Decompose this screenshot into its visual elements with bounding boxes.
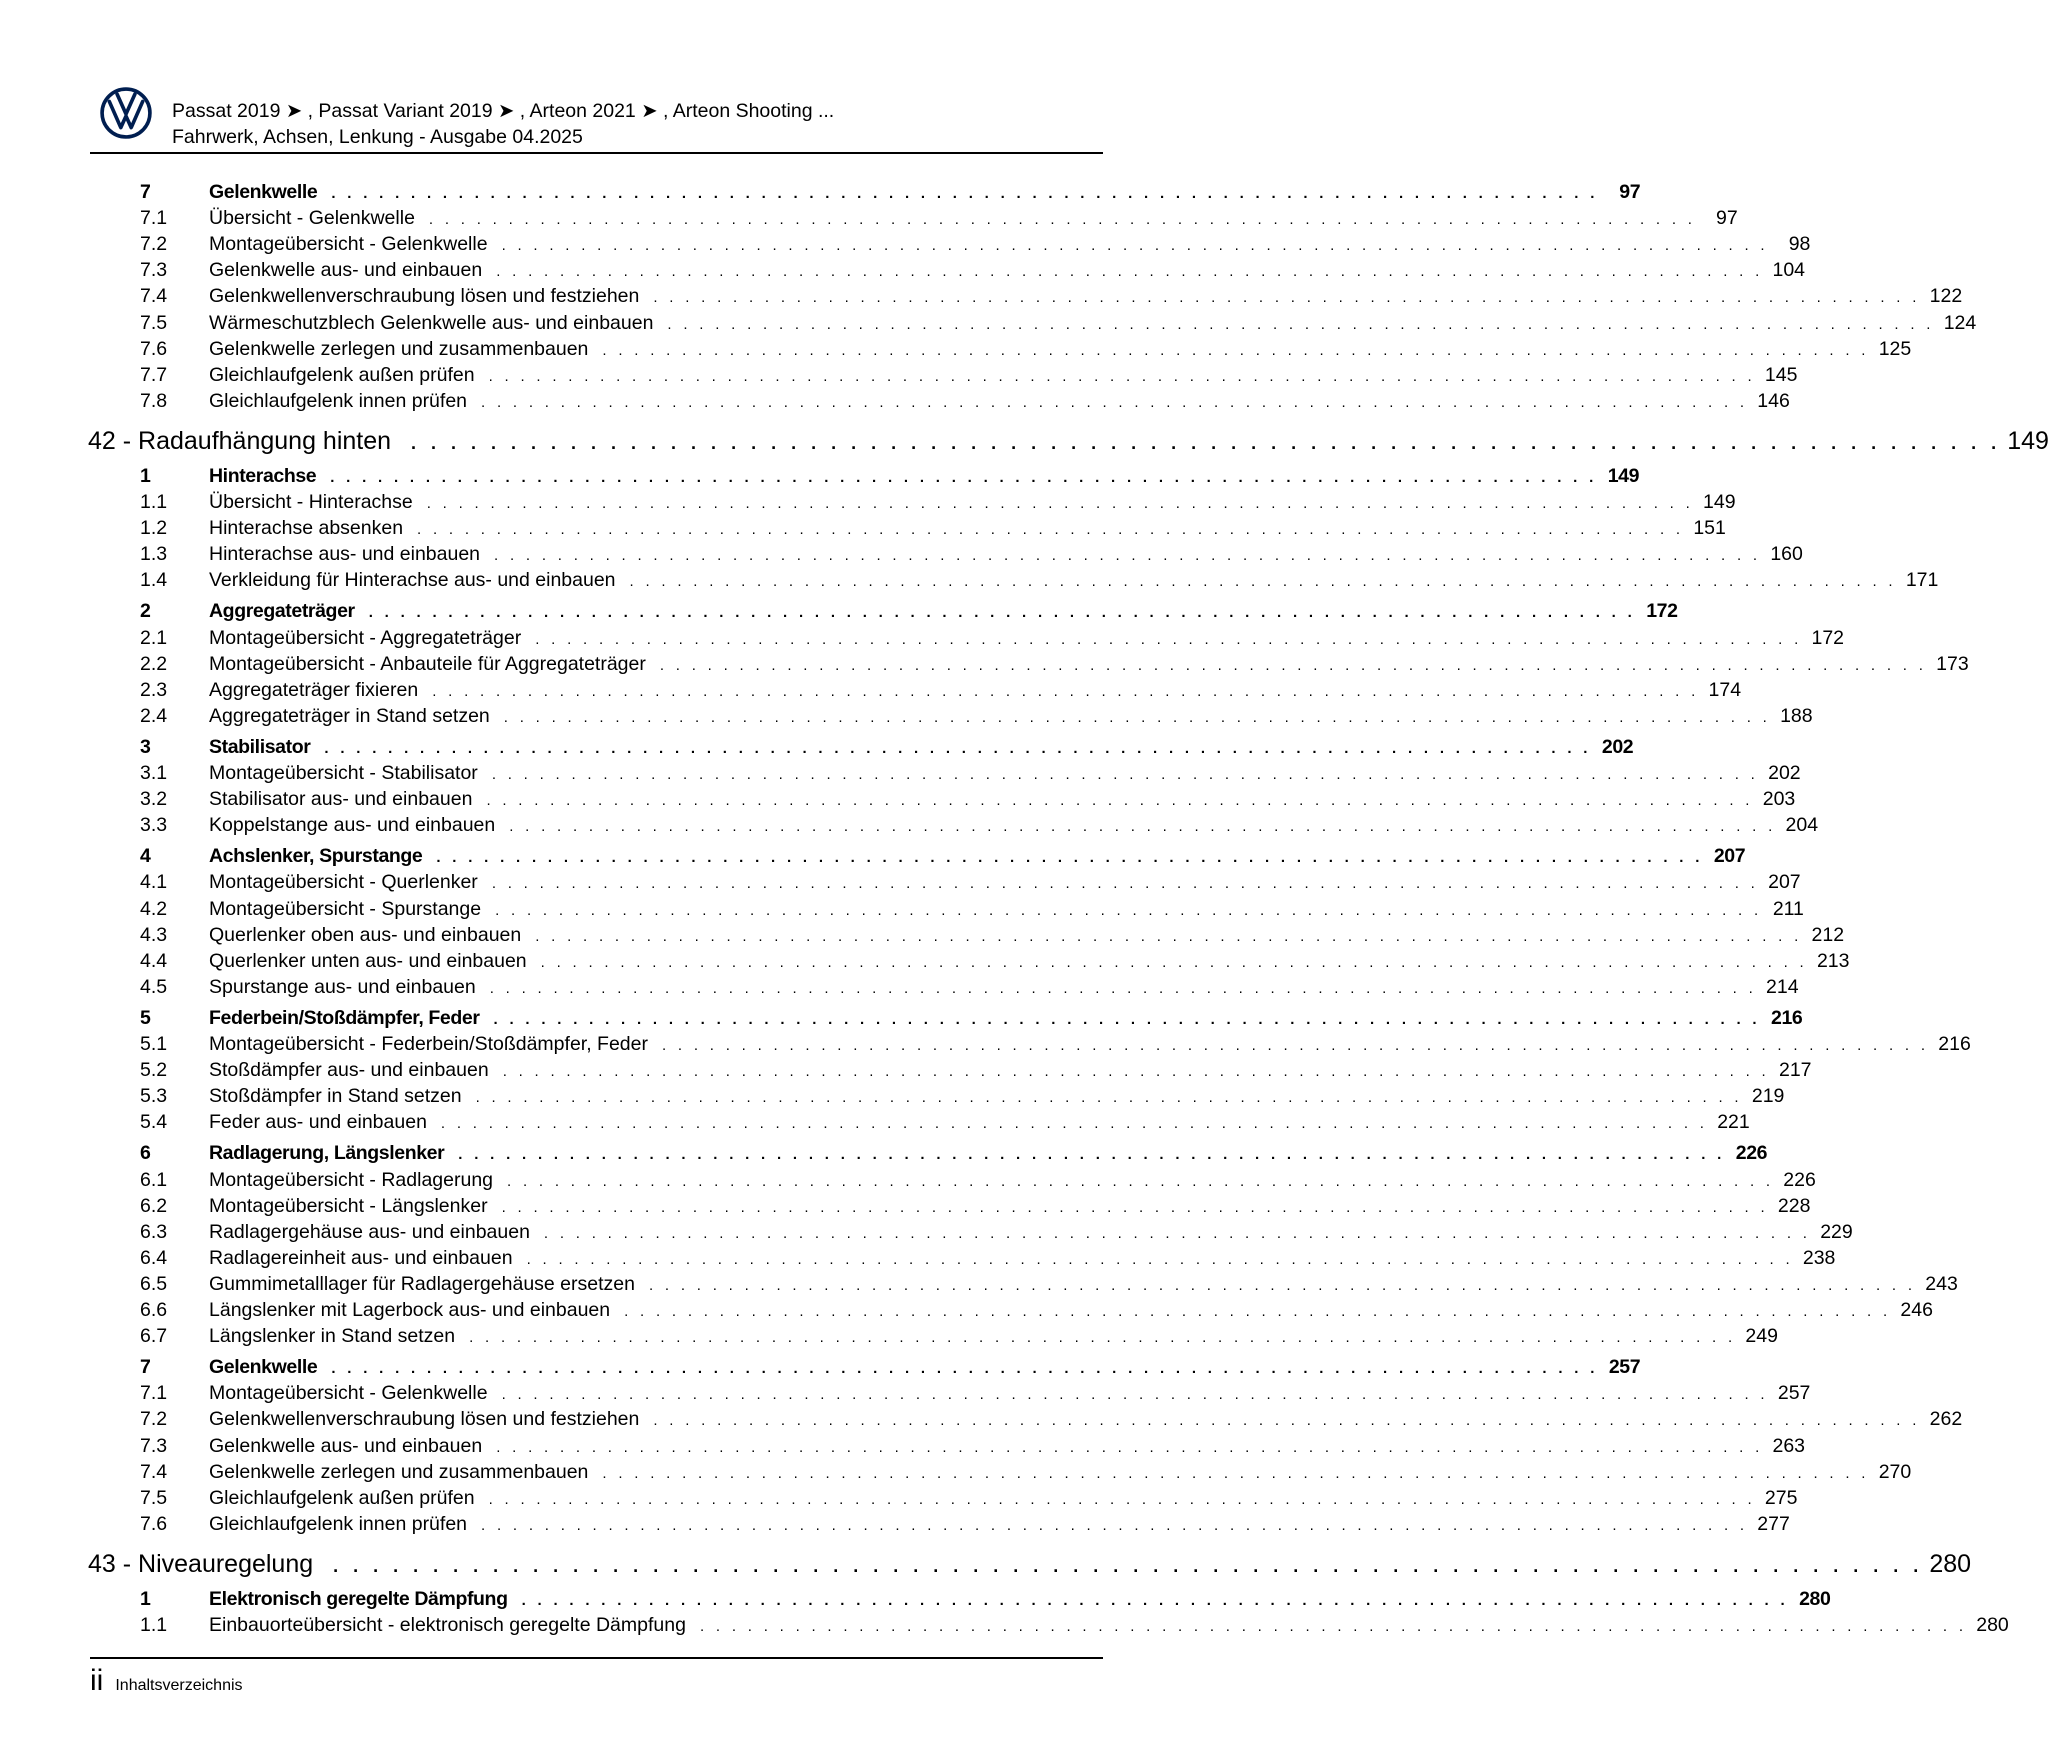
toc-number: 7.3: [140, 1434, 168, 1457]
toc-page: 160: [1770, 543, 1803, 566]
toc-leader-dots: . . . . . . . . . . . . . . . . . . . . . . . . . . . . . . . . . . . . . . . . . . . . . . . . . . . . . . . . . . . . . . . . . . . . . . . . . . . . . . . .: [602, 1464, 1870, 1482]
toc-entry[interactable]: [140, 1612, 2009, 1638]
toc-number: 5.1: [140, 1033, 168, 1055]
toc-number: 6.6: [140, 1299, 168, 1321]
toc-title: Längslenker in Stand setzen: [209, 1325, 456, 1348]
toc-section[interactable]: [140, 598, 1678, 624]
toc-number: 4: [140, 845, 151, 868]
toc-page: 216: [1771, 1006, 1803, 1029]
toc-section[interactable]: [140, 463, 1640, 489]
toc-leader-dots: . . . . . . . . . . . . . . . . . . . . . . . . . . . . . . . . . . . . . . . . . . . . . . . . . . . . . . . . . . . . . . . . . . . . . . . . . . . . . . . .: [491, 875, 1759, 893]
toc-leader-dots: . . . . . . . . . . . . . . . . . . . . . . . . . . . . . . . . . . . . . . . . . . . . . . . . . . . . . . . . . . . . . . . . . . . . . . . . . . . . . . . .: [496, 263, 1764, 281]
toc-leader-dots: . . . . . . . . . . . . . . . . . . . . . . . . . . . . . . . . . . . . . . . . . . . . . . . . . . . . . . . . . . . . . . . . . . . . . . . . . . . . . . . .: [503, 708, 1771, 726]
toc-number: 2.4: [140, 704, 168, 727]
toc-leader-dots: . . . . . . . . . . . . . . . . . . . . . . . . . . . . . . . . . . . . . . . . . . . . . . . . . . . . . . . . . . . . . . . . . . . . . . . . . . . . . . . .: [540, 953, 1808, 971]
toc-page: 145: [1764, 363, 1798, 386]
header-divider: [90, 152, 1103, 154]
toc-title: Montageübersicht - Federbein/Stoßdämpfer, Feder: [209, 1033, 648, 1055]
toc-title: Montageübersicht - Spurstange: [209, 897, 482, 920]
toc-number: 3.3: [140, 814, 168, 837]
toc-entry[interactable]: [140, 625, 1845, 651]
toc-page: 97: [1716, 207, 1738, 230]
toc-page: 219: [1751, 1085, 1785, 1108]
toc-page: 238: [1802, 1246, 1836, 1269]
toc-leader-dots: . . . . . . . . . . . . . . . . . . . . . . . . . . . . . . . . . . . . . . . . . . . . . . . . . . . . . . . . . . . . . . . . . . . . . . . . . . . . . . . .: [333, 1555, 1924, 1576]
toc-number: 7.1: [140, 1382, 168, 1405]
toc-leader-dots: . . . . . . . . . . . . . . . . . . . . . . . . . . . . . . . . . . . . . . . . . . . . . . . . . . . . . . . . . . . . . . . . . . . . . . . . . . . . . . . .: [543, 1224, 1811, 1242]
toc-leader-dots: . . . . . . . . . . . . . . . . . . . . . . . . . . . . . . . . . . . . . . . . . . . . . . . . . . . . . . . . . . . . . . . . . . . . . . . . . . . . . . . .: [331, 1360, 1599, 1378]
toc-number: 5: [140, 1006, 151, 1029]
toc-leader-dots: . . . . . . . . . . . . . . . . . . . . . . . . . . . . . . . . . . . . . . . . . . . . . . . . . . . . . . . . . . . . . . . . . . . . . . . . . . . . . . . .: [488, 1490, 1756, 1508]
toc-page: 280: [1799, 1587, 1831, 1610]
toc-entry[interactable]: [140, 974, 1799, 1000]
toc-title: Querlenker unten aus- und einbauen: [209, 949, 527, 972]
toc-entry[interactable]: [140, 1433, 1806, 1459]
toc-entry[interactable]: [140, 869, 1801, 895]
toc-title: Montageübersicht - Anbauteile für Aggregateträger: [209, 652, 646, 675]
toc-chapter-title: 42 - Radaufhängung hinten: [88, 426, 392, 455]
toc-title: Radlagerung, Längslenker: [209, 1142, 445, 1165]
toc-leader-dots: . . . . . . . . . . . . . . . . . . . . . . . . . . . . . . . . . . . . . . . . . . . . . . . . . . . . . . . . . . . . . . . . . . . . . . . . . . . . . . . .: [436, 849, 1704, 867]
toc-number: 2.3: [140, 678, 168, 701]
toc-leader-dots: . . . . . . . . . . . . . . . . . . . . . . . . . . . . . . . . . . . . . . . . . . . . . . . . . . . . . . . . . . . . . . . . . . . . . . . . . . . . . . . .: [535, 630, 1803, 648]
toc-page: 151: [1693, 517, 1726, 540]
toc-title: Gleichlaufgelenk innen prüfen: [209, 1512, 468, 1535]
toc-leader-dots: . . . . . . . . . . . . . . . . . . . . . . . . . . . . . . . . . . . . . . . . . . . . . . . . . . . . . . . . . . . . . . . . . . . . . . . . . . . . . . . .: [648, 1276, 1916, 1294]
toc-page: 124: [1943, 311, 1977, 334]
toc-leader-dots: . . . . . . . . . . . . . . . . . . . . . . . . . . . . . . . . . . . . . . . . . . . . . . . . . . . . . . . . . . . . . . . . . . . . . . . . . . . . . . . .: [489, 979, 1757, 997]
toc-leader-dots: . . . . . . . . . . . . . . . . . . . . . . . . . . . . . . . . . . . . . . . . . . . . . . . . . . . . . . . . . . . . . . . . . . . . . . . . . . . . . . . .: [432, 682, 1700, 700]
toc-page: 204: [1785, 814, 1819, 837]
toc-page: 212: [1811, 923, 1845, 946]
header-line-1: Passat 2019 ➤ , Passat Variant 2019 ➤ , Arteon 2021 ➤ , Arteon Shooting ...: [172, 100, 835, 122]
footer-label: Inhaltsverzeichnis: [115, 1677, 243, 1694]
toc-leader-dots: . . . . . . . . . . . . . . . . . . . . . . . . . . . . . . . . . . . . . . . . . . . . . . . . . . . . . . . . . . . . . . . . . . . . . . . . . . . . . . . .: [602, 341, 1870, 359]
toc-number: 1: [140, 464, 151, 487]
toc-title: Gleichlaufgelenk außen prüfen: [209, 1486, 475, 1509]
toc-leader-dots: . . . . . . . . . . . . . . . . . . . . . . . . . . . . . . . . . . . . . . . . . . . . . . . . . . . . . . . . . . . . . . . . . . . . . . . . . . . . . . . .: [475, 1089, 1743, 1107]
toc-page: 125: [1878, 337, 1912, 360]
toc-title: Aggregateträger fixieren: [209, 678, 419, 701]
toc-section[interactable]: [140, 734, 1634, 760]
toc-page: 226: [1783, 1168, 1816, 1191]
toc-number: 6.1: [140, 1168, 168, 1191]
toc-chapter-page: 280: [1929, 1549, 1972, 1578]
toc-page: 171: [1905, 569, 1939, 592]
toc-number: 2: [140, 600, 151, 623]
toc-number: 7.6: [140, 1512, 168, 1535]
toc-entry[interactable]: [140, 541, 1803, 567]
toc-entry[interactable]: [140, 1271, 1958, 1297]
toc-leader-dots: . . . . . . . . . . . . . . . . . . . . . . . . . . . . . . . . . . . . . . . . . . . . . . . . . . . . . . . . . . . . . . . . . . . . . . . . . . . . . . . .: [667, 315, 1935, 333]
toc-number: 7.6: [140, 337, 168, 360]
page-header: [100, 84, 1100, 154]
toc-leader-dots: . . . . . . . . . . . . . . . . . . . . . . . . . . . . . . . . . . . . . . . . . . . . . . . . . . . . . . . . . . . . . . . . . . . . . . . . . . . . . . . .: [653, 289, 1921, 307]
toc-chapter-title: 43 - Niveauregelung: [88, 1549, 314, 1578]
toc-entry[interactable]: [140, 1380, 1811, 1406]
toc-leader-dots: . . . . . . . . . . . . . . . . . . . . . . . . . . . . . . . . . . . . . . . . . . . . . . . . . . . . . . . . . . . . . . . . . . . . . . . . . . . . . . . .: [661, 1037, 1929, 1054]
toc-number: 7.8: [140, 389, 168, 412]
toc-title: Gelenkwelle: [209, 1356, 318, 1379]
toc-section[interactable]: [140, 1586, 1831, 1612]
toc-page: 203: [1762, 788, 1796, 811]
toc-entry[interactable]: [140, 231, 1811, 257]
toc-page: 229: [1820, 1220, 1853, 1243]
toc-number: 7.5: [140, 311, 168, 334]
toc-title: Elektronisch geregelte Dämpfung: [209, 1587, 508, 1610]
toc-number: 7.2: [140, 1408, 168, 1431]
toc-number: 6.4: [140, 1246, 168, 1269]
toc-entry[interactable]: [140, 703, 1813, 729]
toc-entry[interactable]: [140, 283, 1963, 309]
toc-page: 149: [1607, 464, 1640, 487]
toc-chapter[interactable]: [88, 1546, 1972, 1582]
toc-page: 202: [1768, 762, 1801, 784]
toc-number: 7.2: [140, 233, 168, 256]
toc-section[interactable]: [140, 843, 1746, 869]
toc-page: 207: [1768, 871, 1801, 894]
toc-page: 207: [1713, 845, 1746, 868]
toc-title: Hinterachse absenken: [209, 517, 404, 540]
toc-title: Gelenkwellenverschraubung lösen und festziehen: [209, 285, 640, 308]
toc-title: Stoßdämpfer aus- und einbauen: [209, 1059, 489, 1082]
toc-number: 4.1: [140, 871, 168, 894]
toc-leader-dots: . . . . . . . . . . . . . . . . . . . . . . . . . . . . . . . . . . . . . . . . . . . . . . . . . . . . . . . . . . . . . . . . . . . . . . . . . . . . . . . .: [491, 766, 1759, 783]
toc-page: 172: [1811, 626, 1845, 649]
toc-title: Radlagergehäuse aus- und einbauen: [209, 1220, 530, 1243]
toc-leader-dots: . . . . . . . . . . . . . . . . . . . . . . . . . . . . . . . . . . . . . . . . . . . . . . . . . . . . . . . . . . . . . . . . . . . . . . . . . . . . . . . .: [521, 1591, 1789, 1609]
toc-page: 262: [1929, 1408, 1963, 1431]
toc-leader-dots: . . . . . . . . . . . . . . . . . . . . . . . . . . . . . . . . . . . . . . . . . . . . . . . . . . . . . . . . . . . . . . . . . . . . . . . . . . . . . . . .: [368, 604, 1636, 622]
toc-title: Übersicht - Gelenkwelle: [209, 207, 415, 230]
toc-entry[interactable]: [140, 786, 1796, 812]
toc-leader-dots: . . . . . . . . . . . . . . . . . . . . . . . . . . . . . . . . . . . . . . . . . . . . . . . . . . . . . . . . . . . . . . . . . . . . . . . . . . . . . . . .: [417, 521, 1684, 539]
toc-entry[interactable]: [140, 257, 1806, 283]
toc-number: 1.2: [140, 517, 168, 540]
toc-leader-dots: . . . . . . . . . . . . . . . . . . . . . . . . . . . . . . . . . . . . . . . . . . . . . . . . . . . . . . . . . . . . . . . . . . . . . . . . . . . . . . . .: [501, 1386, 1769, 1404]
toc-entry[interactable]: [140, 388, 1790, 414]
toc-leader-dots: . . . . . . . . . . . . . . . . . . . . . . . . . . . . . . . . . . . . . . . . . . . . . . . . . . . . . . . . . . . . . . . . . . . . . . . . . . . . . . . .: [526, 1250, 1794, 1268]
toc-title: Montageübersicht - Querlenker: [209, 871, 478, 894]
toc-page: 280: [1976, 1614, 2009, 1636]
toc-leader-dots: . . . . . . . . . . . . . . . . . . . . . . . . . . . . . . . . . . . . . . . . . . . . . . . . . . . . . . . . . . . . . . . . . . . . . . . . . . . . . . . .: [481, 393, 1748, 411]
toc-entry[interactable]: [140, 651, 1969, 677]
toc-entry[interactable]: [140, 310, 1977, 336]
header-text: [172, 98, 834, 150]
toc-leader-dots: . . . . . . . . . . . . . . . . . . . . . . . . . . . . . . . . . . . . . . . . . . . . . . . . . . . . . . . . . . . . . . . . . . . . . . . . . . . . . . . .: [458, 1146, 1726, 1164]
toc-leader-dots: . . . . . . . . . . . . . . . . . . . . . . . . . . . . . . . . . . . . . . . . . . . . . . . . . . . . . . . . . . . . . . . . . . . . . . . . . . . . . . . .: [426, 495, 1694, 512]
toc-entry[interactable]: [140, 1511, 1790, 1537]
toc-number: 4.3: [140, 923, 168, 946]
toc-number: 6.7: [140, 1325, 168, 1348]
toc-number: 1.1: [140, 1614, 168, 1636]
toc-title: Übersicht - Hinterachse: [209, 491, 413, 513]
toc-title: Hinterachse aus- und einbauen: [209, 543, 481, 566]
toc-page: 104: [1772, 259, 1806, 282]
toc-leader-dots: . . . . . . . . . . . . . . . . . . . . . . . . . . . . . . . . . . . . . . . . . . . . . . . . . . . . . . . . . . . . . . . . . . . . . . . . . . . . . . . .: [653, 1412, 1921, 1430]
toc-section[interactable]: [140, 1140, 1768, 1166]
toc-section[interactable]: [140, 1354, 1641, 1380]
toc-leader-dots: . . . . . . . . . . . . . . . . . . . . . . . . . . . . . . . . . . . . . . . . . . . . . . . . . . . . . . . . . . . . . . . . . . . . . . . . . . . . . . . .: [494, 547, 1761, 565]
toc-leader-dots: . . . . . . . . . . . . . . . . . . . . . . . . . . . . . . . . . . . . . . . . . . . . . . . . . . . . . . . . . . . . . . . . . . . . . . . . . . . . . . . .: [629, 573, 1897, 591]
toc-entry[interactable]: [140, 1057, 1812, 1083]
toc-title: Gelenkwelle aus- und einbauen: [209, 259, 483, 282]
toc-title: Montageübersicht - Längslenker: [209, 1194, 488, 1217]
toc-title: Montageübersicht - Gelenkwelle: [209, 233, 488, 256]
toc-section[interactable]: [140, 1005, 1803, 1031]
toc-page: 146: [1757, 389, 1790, 412]
toc-number: 1: [140, 1587, 151, 1610]
toc-number: 4.5: [140, 975, 168, 998]
toc-title: Gelenkwelle zerlegen und zusammenbauen: [209, 1460, 589, 1483]
toc-title: Montageübersicht - Gelenkwelle: [209, 1382, 488, 1405]
toc-number: 7.4: [140, 285, 168, 308]
toc-entry[interactable]: [140, 677, 1742, 703]
toc-page: 213: [1816, 949, 1850, 972]
toc-page: 275: [1764, 1486, 1798, 1509]
toc-page: 249: [1745, 1325, 1778, 1348]
toc-leader-dots: . . . . . . . . . . . . . . . . . . . . . . . . . . . . . . . . . . . . . . . . . . . . . . . . . . . . . . . . . . . . . . . . . . . . . . . . . . . . . . . .: [428, 211, 1696, 229]
toc-number: 3.1: [140, 762, 168, 784]
toc-page: 97: [1619, 181, 1641, 203]
toc-title: Stabilisator: [209, 735, 311, 758]
toc-page: 216: [1938, 1033, 1971, 1055]
toc-entry[interactable]: [140, 1245, 1836, 1271]
toc-number: 6: [140, 1142, 151, 1165]
toc-page: 172: [1646, 600, 1678, 623]
toc-entry[interactable]: [140, 1083, 1785, 1109]
toc-entry[interactable]: [140, 1109, 1750, 1135]
toc-entry[interactable]: [140, 515, 1726, 541]
toc-entry[interactable]: [140, 1031, 1971, 1057]
toc-title: Längslenker mit Lagerbock aus- und einbauen: [209, 1299, 611, 1321]
footer-divider: [90, 1657, 1103, 1659]
toc-title: Aggregateträger: [209, 600, 355, 623]
toc-leader-dots: . . . . . . . . . . . . . . . . . . . . . . . . . . . . . . . . . . . . . . . . . . . . . . . . . . . . . . . . . . . . . . . . . . . . . . . . . . . . . . . .: [496, 1438, 1764, 1456]
toc-entry[interactable]: [140, 1485, 1798, 1511]
header-line-2: Fahrwerk, Achsen, Lenkung - Ausgabe 04.2025: [172, 126, 583, 148]
toc-leader-dots: . . . . . . . . . . . . . . . . . . . . . . . . . . . . . . . . . . . . . . . . . . . . . . . . . . . . . . . . . . . . . . . . . . . . . . . . . . . . . . . .: [507, 1172, 1774, 1190]
toc-leader-dots: . . . . . . . . . . . . . . . . . . . . . . . . . . . . . . . . . . . . . . . . . . . . . . . . . . . . . . . . . . . . . . . . . . . . . . . . . . . . . . . .: [501, 237, 1769, 255]
toc-title: Koppelstange aus- und einbauen: [209, 814, 496, 837]
toc-page: 257: [1608, 1356, 1641, 1379]
toc-title: Montageübersicht - Radlagerung: [209, 1168, 494, 1191]
toc-leader-dots: . . . . . . . . . . . . . . . . . . . . . . . . . . . . . . . . . . . . . . . . . . . . . . . . . . . . . . . . . . . . . . . . . . . . . . . . . . . . . . . .: [331, 185, 1599, 202]
toc-page: 211: [1772, 897, 1804, 920]
toc-title: Aggregateträger in Stand setzen: [209, 704, 490, 727]
toc-page: 246: [1900, 1299, 1933, 1321]
toc-title: Feder aus- und einbauen: [209, 1111, 427, 1134]
toc-page: 228: [1777, 1194, 1811, 1217]
toc-title: Gummimetalllager für Radlagergehäuse ersetzen: [209, 1272, 635, 1295]
toc-title: Montageübersicht - Aggregateträger: [209, 626, 522, 649]
toc-entry[interactable]: [140, 1406, 1963, 1432]
toc-number: 3: [140, 735, 151, 758]
toc-number: 2.1: [140, 626, 168, 649]
toc-leader-dots: . . . . . . . . . . . . . . . . . . . . . . . . . . . . . . . . . . . . . . . . . . . . . . . . . . . . . . . . . . . . . . . . . . . . . . . . . . . . . . . .: [502, 1063, 1770, 1081]
toc-chapter[interactable]: [88, 423, 2049, 459]
toc-leader-dots: . . . . . . . . . . . . . . . . . . . . . . . . . . . . . . . . . . . . . . . . . . . . . . . . . . . . . . . . . . . . . . . . . . . . . . . . . . . . . . . .: [469, 1329, 1736, 1347]
page-number: ii: [90, 1664, 104, 1697]
page-footer: [90, 1664, 243, 1700]
toc-title: Gleichlaufgelenk außen prüfen: [209, 363, 475, 386]
toc-number: 5.3: [140, 1085, 168, 1108]
toc-title: Gelenkwelle aus- und einbauen: [209, 1434, 483, 1457]
toc-number: 7: [140, 1356, 151, 1379]
toc-entry[interactable]: [140, 336, 1912, 362]
toc-leader-dots: . . . . . . . . . . . . . . . . . . . . . . . . . . . . . . . . . . . . . . . . . . . . . . . . . . . . . . . . . . . . . . . . . . . . . . . . . . . . . . . .: [509, 818, 1777, 836]
toc-number: 6.3: [140, 1220, 168, 1243]
toc-page: 226: [1735, 1142, 1768, 1165]
toc-title: Querlenker oben aus- und einbauen: [209, 923, 522, 946]
toc-leader-dots: . . . . . . . . . . . . . . . . . . . . . . . . . . . . . . . . . . . . . . . . . . . . . . . . . . . . . . . . . . . . . . . . . . . . . . . . . . . . . . . .: [699, 1618, 1967, 1635]
toc-entry[interactable]: [140, 1459, 1912, 1485]
toc-title: Spurstange aus- und einbauen: [209, 975, 476, 998]
toc-title: Federbein/Stoßdämpfer, Feder: [209, 1006, 480, 1029]
toc-page: 149: [1703, 491, 1736, 513]
toc-number: 7.3: [140, 259, 168, 282]
toc-leader-dots: . . . . . . . . . . . . . . . . . . . . . . . . . . . . . . . . . . . . . . . . . . . . . . . . . . . . . . . . . . . . . . . . . . . . . . . . . . . . . . . .: [330, 468, 1598, 486]
toc-page: 263: [1772, 1434, 1806, 1457]
toc-title: Verkleidung für Hinterachse aus- und einbauen: [209, 569, 616, 592]
toc-number: 2.2: [140, 652, 168, 675]
toc-page: 98: [1788, 233, 1811, 256]
toc-number: 5.4: [140, 1111, 168, 1134]
toc-number: 4.2: [140, 897, 168, 920]
toc-title: Achslenker, Spurstange: [209, 845, 423, 868]
toc-entry[interactable]: [140, 1193, 1811, 1219]
toc-leader-dots: . . . . . . . . . . . . . . . . . . . . . . . . . . . . . . . . . . . . . . . . . . . . . . . . . . . . . . . . . . . . . . . . . . . . . . . . . . . . . . . .: [493, 1010, 1761, 1028]
toc-number: 6.5: [140, 1272, 168, 1295]
toc-number: 1.1: [140, 491, 168, 513]
toc-entry[interactable]: [140, 489, 1736, 515]
toc-title: Gelenkwelle zerlegen und zusammenbauen: [209, 337, 589, 360]
toc-leader-dots: . . . . . . . . . . . . . . . . . . . . . . . . . . . . . . . . . . . . . . . . . . . . . . . . . . . . . . . . . . . . . . . . . . . . . . . . . . . . . . . .: [624, 1303, 1891, 1320]
toc-page: 257: [1777, 1382, 1811, 1405]
toc-leader-dots: . . . . . . . . . . . . . . . . . . . . . . . . . . . . . . . . . . . . . . . . . . . . . . . . . . . . . . . . . . . . . . . . . . . . . . . . . . . . . . . .: [535, 927, 1803, 945]
toc-page: 173: [1936, 652, 1969, 675]
toc-leader-dots: . . . . . . . . . . . . . . . . . . . . . . . . . . . . . . . . . . . . . . . . . . . . . . . . . . . . . . . . . . . . . . . . . . . . . . . . . . . . . . . .: [659, 656, 1927, 674]
toc-number: 7.5: [140, 1486, 168, 1509]
toc-title: Stabilisator aus- und einbauen: [209, 788, 473, 811]
toc-leader-dots: . . . . . . . . . . . . . . . . . . . . . . . . . . . . . . . . . . . . . . . . . . . . . . . . . . . . . . . . . . . . . . . . . . . . . . . . . . . . . . . .: [486, 792, 1754, 810]
toc-title: Montageübersicht - Stabilisator: [209, 762, 478, 784]
toc-title: Gleichlaufgelenk innen prüfen: [209, 389, 468, 412]
toc-entry[interactable]: [140, 567, 1939, 593]
toc-number: 7.1: [140, 207, 168, 230]
toc-title: Einbauorteübersicht - elektronisch geregelte Dämpfung: [209, 1614, 686, 1636]
toc-title: Gelenkwelle: [209, 181, 318, 203]
toc-leader-dots: . . . . . . . . . . . . . . . . . . . . . . . . . . . . . . . . . . . . . . . . . . . . . . . . . . . . . . . . . . . . . . . . . . . . . . . . . . . . . . . .: [481, 1516, 1748, 1534]
toc-page: 277: [1757, 1512, 1790, 1535]
toc-number: 1.3: [140, 543, 168, 566]
toc-entry[interactable]: [140, 205, 1738, 231]
toc-title: Radlagereinheit aus- und einbauen: [209, 1246, 513, 1269]
toc-entry[interactable]: [140, 812, 1819, 838]
toc-section[interactable]: [140, 179, 1641, 205]
toc-number: 7.7: [140, 363, 168, 386]
toc-title: Hinterachse: [209, 464, 317, 487]
toc-entry[interactable]: [140, 948, 1850, 974]
toc-entry[interactable]: [140, 1323, 1778, 1349]
toc-entry[interactable]: [140, 896, 1804, 922]
toc-page: 221: [1717, 1111, 1750, 1134]
toc-number: 4.4: [140, 949, 168, 972]
toc-page: 217: [1778, 1059, 1812, 1082]
toc-page: 122: [1929, 285, 1963, 308]
toc-entry[interactable]: [140, 1297, 1933, 1323]
toc-page: 188: [1780, 704, 1813, 727]
toc-chapter-page: 149: [2007, 426, 2049, 455]
toc-page: 174: [1708, 678, 1742, 701]
toc-entry[interactable]: [140, 922, 1845, 948]
toc-leader-dots: . . . . . . . . . . . . . . . . . . . . . . . . . . . . . . . . . . . . . . . . . . . . . . . . . . . . . . . . . . . . . . . . . . . . . . . . . . . . . . . .: [501, 1198, 1769, 1216]
toc-title: Wärmeschutzblech Gelenkwelle aus- und einbauen: [209, 311, 654, 334]
toc-page: 243: [1925, 1272, 1958, 1295]
toc-entry[interactable]: [140, 362, 1798, 388]
toc-entry[interactable]: [140, 1219, 1853, 1245]
toc-number: 7: [140, 181, 151, 203]
toc-number: 5.2: [140, 1059, 168, 1082]
toc-leader-dots: . . . . . . . . . . . . . . . . . . . . . . . . . . . . . . . . . . . . . . . . . . . . . . . . . . . . . . . . . . . . . . . . . . . . . . . . . . . . . . . .: [495, 901, 1762, 919]
toc-title: Gelenkwellenverschraubung lösen und festziehen: [209, 1408, 640, 1431]
toc-entry[interactable]: [140, 760, 1801, 786]
toc-leader-dots: . . . . . . . . . . . . . . . . . . . . . . . . . . . . . . . . . . . . . . . . . . . . . . . . . . . . . . . . . . . . . . . . . . . . . . . . . . . . . . . .: [440, 1115, 1708, 1133]
toc-leader-dots: . . . . . . . . . . . . . . . . . . . . . . . . . . . . . . . . . . . . . . . . . . . . . . . . . . . . . . . . . . . . . . . . . . . . . . . . . . . . . . . .: [488, 367, 1756, 385]
vw-logo-icon: [100, 87, 152, 139]
toc-leader-dots: . . . . . . . . . . . . . . . . . . . . . . . . . . . . . . . . . . . . . . . . . . . . . . . . . . . . . . . . . . . . . . . . . . . . . . . . . . . . . . . .: [411, 432, 2002, 453]
toc-page: 214: [1766, 975, 1799, 998]
toc-page: 270: [1878, 1460, 1912, 1483]
toc-number: 6.2: [140, 1194, 168, 1217]
toc-page: 202: [1601, 735, 1634, 758]
toc-number: 3.2: [140, 788, 168, 811]
toc-title: Stoßdämpfer in Stand setzen: [209, 1085, 462, 1108]
toc-leader-dots: . . . . . . . . . . . . . . . . . . . . . . . . . . . . . . . . . . . . . . . . . . . . . . . . . . . . . . . . . . . . . . . . . . . . . . . . . . . . . . . .: [324, 739, 1592, 757]
toc-number: 1.4: [140, 569, 168, 592]
toc-number: 7.4: [140, 1460, 168, 1483]
toc-entry[interactable]: [140, 1167, 1816, 1193]
